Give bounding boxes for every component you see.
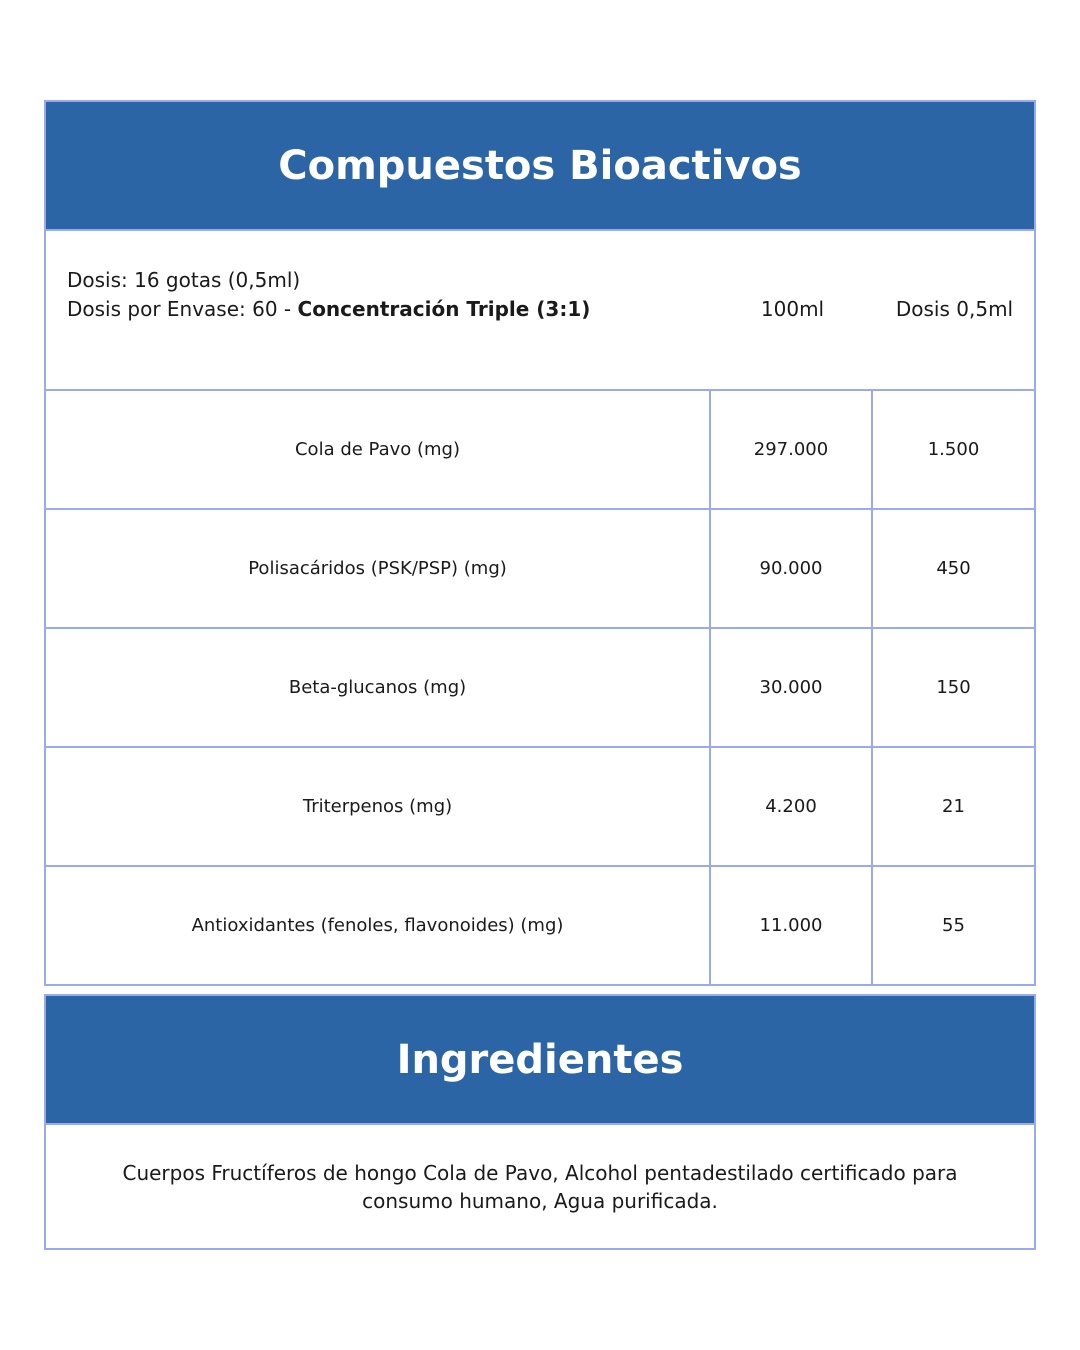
ingredients-text: Cuerpos Fructíferos de hongo Cola de Pavo, Alcohol pentadestilado certificado para consumo humano, Agua purificada. [122,1160,958,1213]
compound-name: Antioxidantes (fenoles, flavonoides) (mg) [44,865,711,986]
ingredients-box [44,1123,1036,1250]
table-row [44,627,1036,748]
value-100ml: 90.000 [709,508,873,629]
compound-name: Cola de Pavo (mg) [44,389,711,510]
value-100ml: 30.000 [709,627,873,748]
column-header-dose: Dosis 0,5ml [895,297,1014,321]
value-dose: 150 [871,627,1036,748]
ingredients-header [44,994,1036,1125]
value-100ml: 11.000 [709,865,873,986]
compound-name: Polisacáridos (PSK/PSP) (mg) [44,508,711,629]
doses-per-container: Dosis por Envase: 60 - [67,297,298,321]
value-100ml: 297.000 [709,389,873,510]
nutrition-panel [44,100,1036,1250]
compound-name: Triterpenos (mg) [44,746,711,867]
ingredients-title: Ingredientes [396,1036,684,1083]
bioactives-table [44,389,1036,986]
bioactives-header [44,100,1036,231]
table-row [44,508,1036,629]
concentration: Concentración Triple (3:1) [297,297,591,321]
value-dose: 450 [871,508,1036,629]
dose-line: Dosis: 16 gotas (0,5ml) [67,268,301,292]
doses-per-container-line [67,297,590,321]
value-100ml: 4.200 [709,746,873,867]
bioactives-title: Compuestos Bioactivos [278,142,802,189]
value-dose: 21 [871,746,1036,867]
column-header-100ml: 100ml [760,297,825,321]
value-dose: 55 [871,865,1036,986]
compound-name: Beta-glucanos (mg) [44,627,711,748]
value-dose: 1.500 [871,389,1036,510]
table-row [44,865,1036,986]
table-row [44,389,1036,510]
table-row [44,746,1036,867]
dose-info-row [44,229,1036,391]
